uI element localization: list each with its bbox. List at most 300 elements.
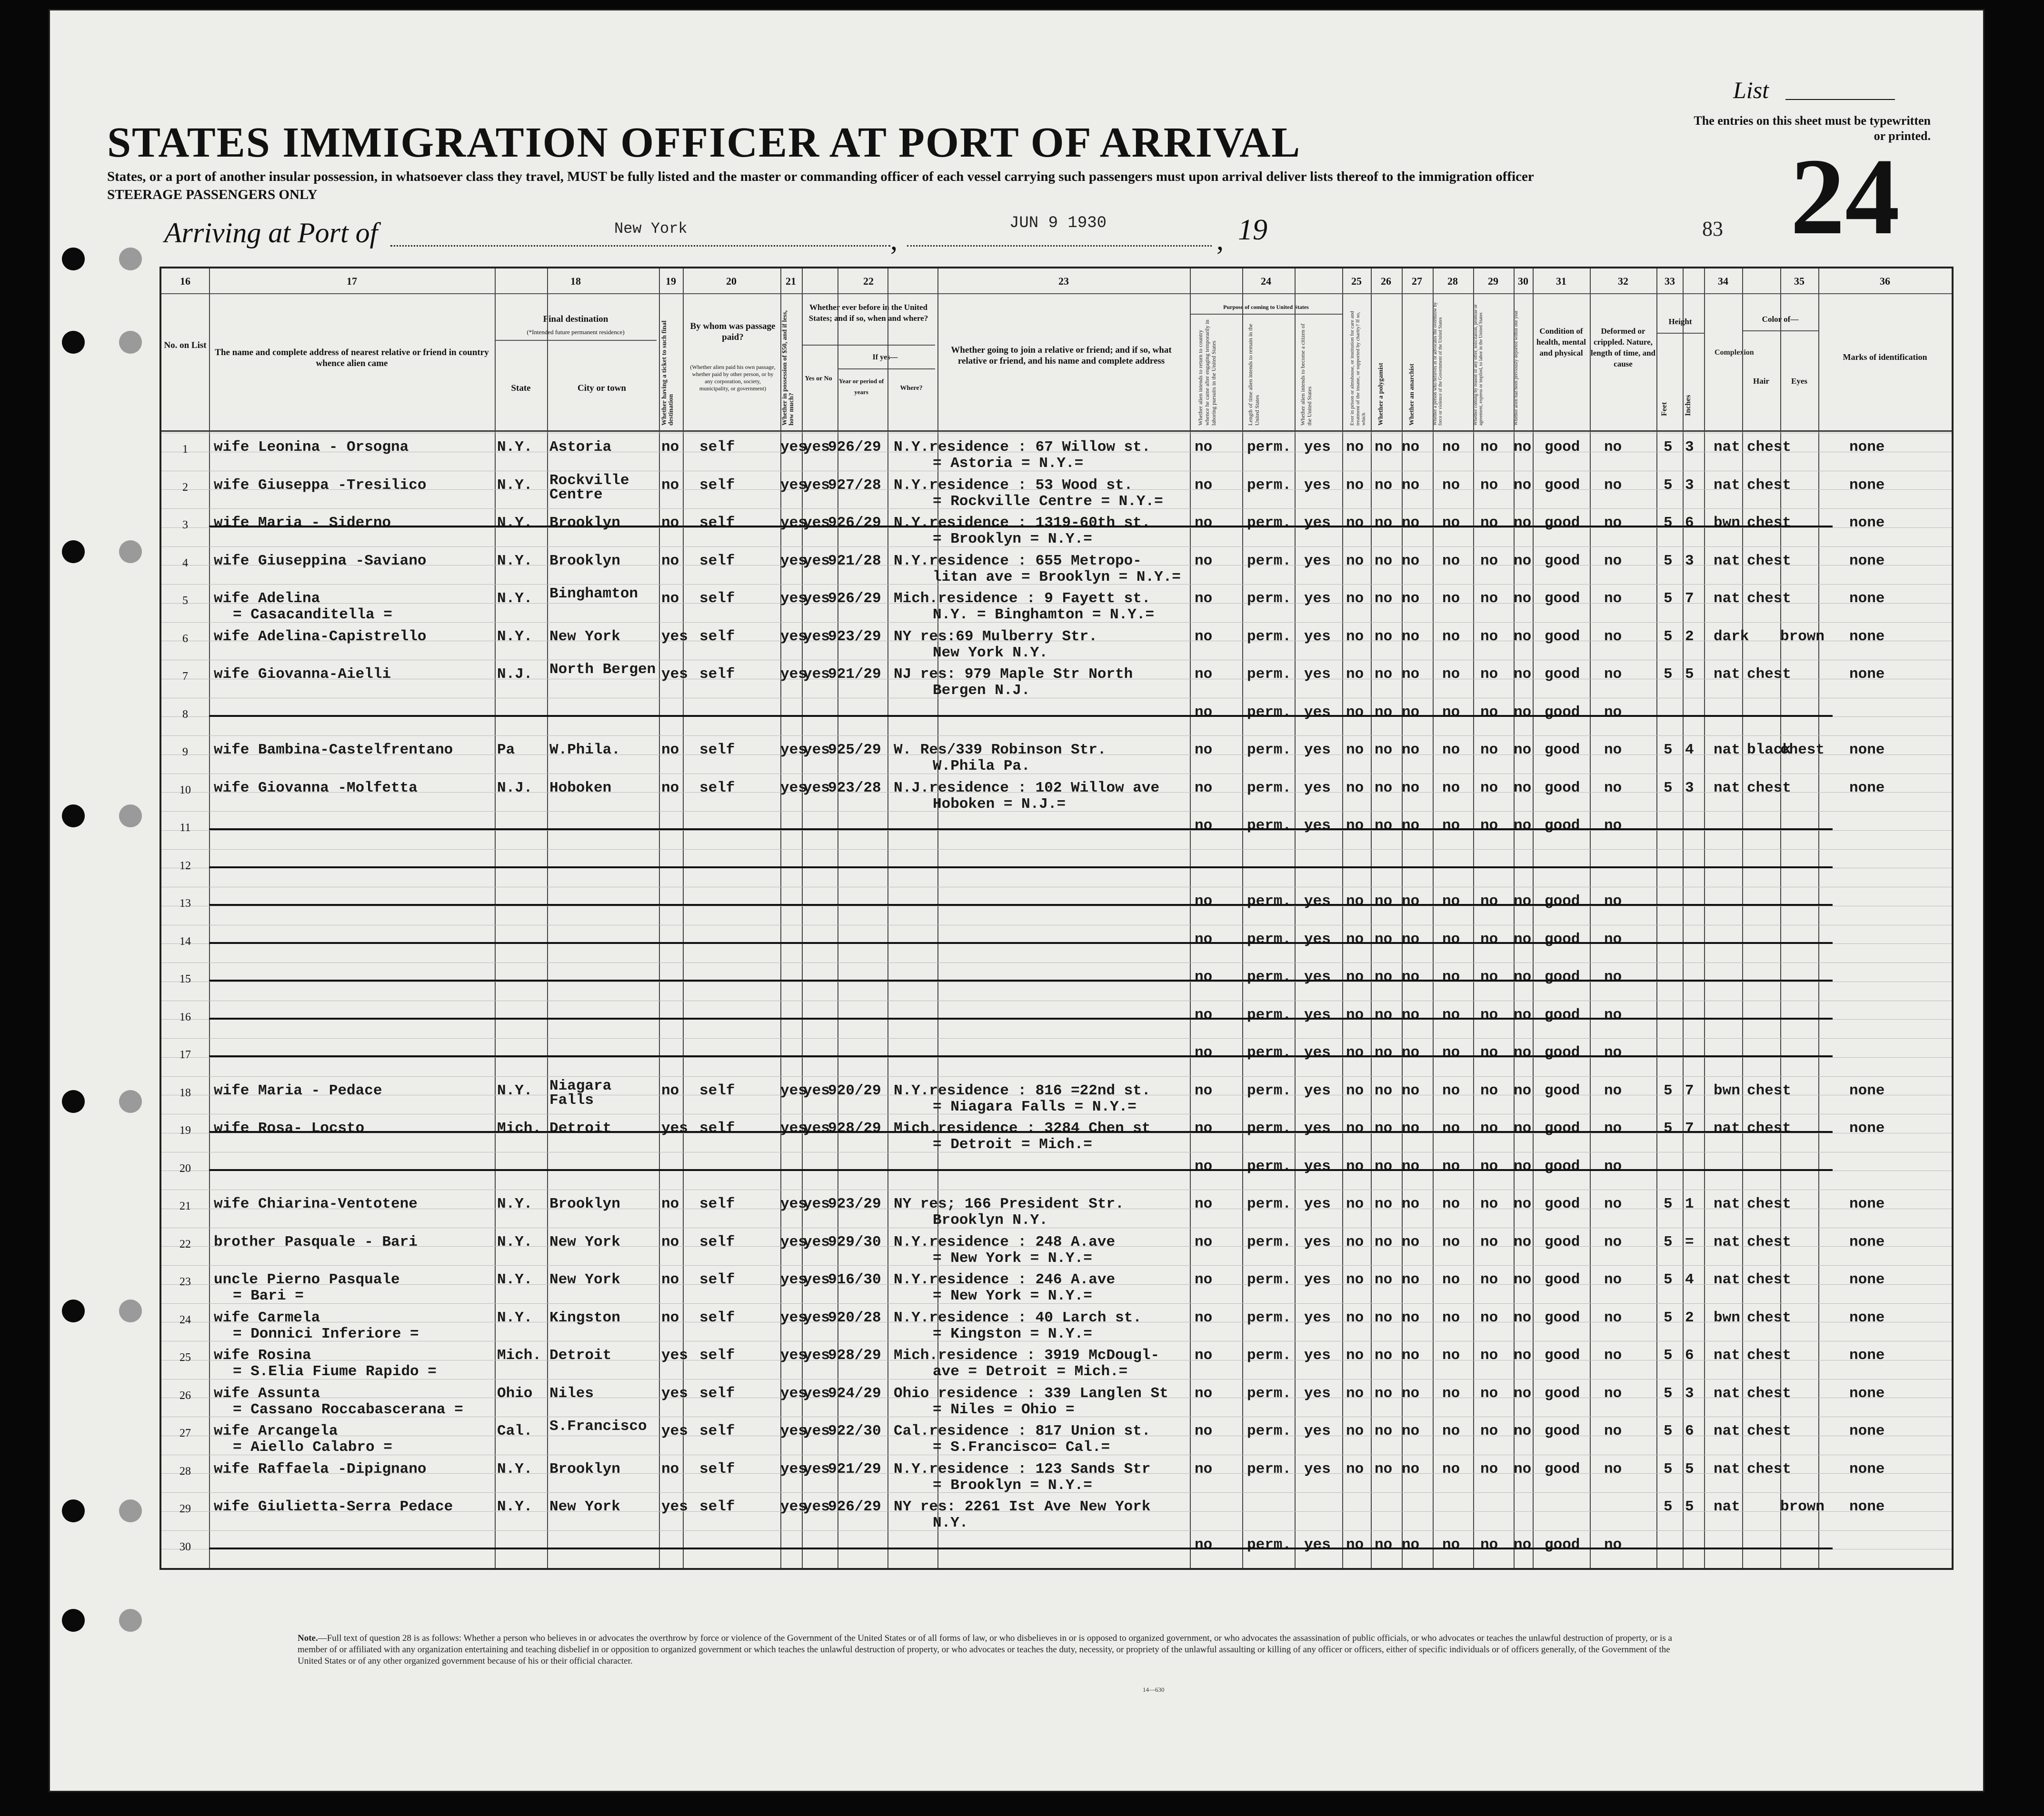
cell-year: 928/29: [828, 1120, 881, 1137]
cell-q28: no: [1442, 1271, 1460, 1288]
cell-join-line2: = New York = N.Y.=: [933, 1288, 1092, 1304]
cell-before: yes: [803, 1385, 830, 1402]
cell-p24b: perm.: [1247, 552, 1292, 569]
header-inches: Inches: [1684, 395, 1692, 416]
column-divider: [1742, 268, 1743, 1568]
cell-cpx: bwn: [1714, 515, 1740, 531]
cell-join-line2: = New York = N.Y.=: [933, 1250, 1092, 1267]
cell-q29: no: [1480, 1536, 1498, 1553]
cell-q30: no: [1514, 476, 1532, 494]
cell-health: good: [1545, 1233, 1580, 1250]
cell-ticket: no: [661, 1271, 679, 1288]
cell-year: 923/28: [828, 779, 881, 796]
cell-q30: no: [1514, 704, 1532, 721]
strike-through-line: [209, 980, 1833, 982]
cell-before: yes: [803, 742, 830, 758]
row-number: 4: [182, 556, 188, 569]
cell-ticket: yes: [661, 1347, 688, 1364]
cell-city: North Bergen: [549, 661, 656, 678]
cell-join: N.Y.residence : 816 =22nd st.: [894, 1082, 1151, 1099]
cell-health: good: [1545, 552, 1580, 569]
cell-p24c: yes: [1304, 1309, 1331, 1326]
binder-hole: [62, 248, 85, 270]
list-line: [1785, 99, 1895, 100]
cell-rel: wife Giovanna -Molfetta: [214, 779, 418, 796]
cell-ticket: yes: [661, 628, 688, 645]
row-number: 30: [179, 1540, 191, 1553]
cell-q28: no: [1442, 590, 1460, 607]
cell-p24c: yes: [1304, 666, 1331, 683]
column-divider: [887, 268, 888, 1568]
cell-join-line2: N.Y.: [933, 1515, 968, 1531]
cell-hair: chest: [1747, 476, 1792, 494]
cell-q30: no: [1514, 1006, 1532, 1023]
header-subdivider: [1190, 314, 1342, 315]
cell-p24b: perm.: [1247, 1082, 1292, 1099]
cell-hair: chest: [1747, 590, 1792, 607]
cell-p24: no: [1195, 1006, 1213, 1023]
cell-hair: chest: [1747, 1082, 1792, 1099]
cell-ft: 5: [1664, 1423, 1673, 1439]
port-of-arrival: New York: [614, 220, 688, 238]
cell-p24: no: [1195, 779, 1213, 796]
cell-deform: no: [1604, 666, 1622, 683]
separator: ,: [1216, 224, 1224, 256]
header-yes-no: Yes or No: [805, 375, 832, 382]
header-before-us: Whether ever before in the United States; and if so, when and where?: [808, 303, 928, 323]
port-line: [390, 245, 890, 247]
header-possession: Whether in possession of $50, and if less, how much?: [781, 310, 795, 426]
cell-join-line2: Hoboken = N.J.=: [933, 795, 1066, 813]
cell-state: N.Y.: [497, 628, 533, 645]
cell-in: 3: [1685, 1385, 1694, 1402]
cell-q29: no: [1480, 1423, 1498, 1439]
row-number: 18: [179, 1086, 191, 1099]
strike-through-line: [209, 526, 1833, 527]
cell-ticket: yes: [661, 666, 688, 683]
cell-cpx: bwn: [1714, 1309, 1740, 1326]
cell-q28: no: [1442, 1158, 1460, 1175]
cell-deform: no: [1604, 1309, 1622, 1326]
cell-town-of-origin: = S.Elia Fiume Rapido =: [233, 1363, 437, 1380]
cell-q27: no: [1402, 1158, 1420, 1175]
strike-through-line: [209, 1131, 1833, 1133]
cell-p24b: perm.: [1247, 1196, 1292, 1212]
cell-ft: 5: [1664, 1460, 1673, 1478]
cell-health: good: [1545, 476, 1580, 494]
cell-rel: wife Maria - Pedace: [214, 1082, 382, 1099]
cell-q28: no: [1442, 1044, 1460, 1061]
header-anarchist: Whether an anarchist: [1408, 363, 1416, 426]
cell-p24b: perm.: [1247, 931, 1292, 948]
cell-q29: no: [1480, 704, 1498, 721]
cell-join-line2: = S.Francisco= Cal.=: [933, 1439, 1110, 1456]
cell-p24b: perm.: [1247, 1044, 1292, 1061]
cell-rel: brother Pasquale - Bari: [214, 1233, 418, 1250]
cell-q28: no: [1442, 779, 1460, 796]
cell-cpx: nat: [1714, 779, 1740, 796]
cell-q28: no: [1442, 1385, 1460, 1402]
cell-join: N.Y.residence : 123 Sands Str: [894, 1460, 1151, 1478]
cell-paid: self: [699, 628, 735, 645]
cell-ticket: no: [661, 779, 679, 796]
cell-join-line2: N.Y. = Binghamton = N.Y.=: [933, 606, 1155, 623]
cell-money: yes: [780, 590, 807, 607]
binder-hole: [119, 331, 142, 354]
cell-q30: no: [1514, 552, 1532, 569]
cell-q28: no: [1442, 1309, 1460, 1326]
cell-p24c: yes: [1304, 1082, 1331, 1099]
cell-q28: no: [1442, 1233, 1460, 1250]
cell-p24: no: [1195, 969, 1213, 985]
column-number: 32: [1618, 275, 1628, 287]
cell-join: N.Y.residence : 1319-60th st.: [894, 515, 1151, 531]
cell-q25: no: [1346, 1347, 1364, 1364]
cell-p24b: perm.: [1247, 1536, 1292, 1553]
cell-eyes: brown: [1780, 628, 1825, 645]
binder-hole: [119, 1300, 142, 1322]
cell-q30: no: [1514, 1044, 1532, 1061]
cell-p24b: perm.: [1247, 439, 1292, 456]
cell-city: Rockville Centre: [549, 472, 629, 503]
cell-rel: wife Assunta: [214, 1385, 320, 1402]
header-state: State: [511, 383, 531, 393]
cell-q29: no: [1480, 1271, 1498, 1288]
row-number: 26: [179, 1389, 191, 1402]
cell-p24c: yes: [1304, 969, 1331, 985]
cell-hair: chest: [1747, 1233, 1792, 1250]
cell-q27: no: [1402, 1233, 1420, 1250]
column-divider: [659, 268, 660, 1568]
cell-money: yes: [780, 1423, 807, 1439]
cell-q28: no: [1442, 439, 1460, 456]
cell-q25: no: [1346, 779, 1364, 796]
cell-health: good: [1545, 704, 1580, 721]
header-height: Height: [1668, 317, 1692, 326]
cell-cpx: nat: [1714, 1120, 1740, 1137]
column-number: 30: [1518, 275, 1528, 287]
cell-q26: no: [1375, 1120, 1393, 1137]
cell-before: yes: [803, 1309, 830, 1326]
cell-state: N.Y.: [497, 590, 533, 607]
header-color-of: Color of—: [1762, 315, 1799, 324]
cell-join-line2: = Detroit = Mich.=: [933, 1136, 1092, 1153]
cell-q30: no: [1514, 1158, 1532, 1175]
binder-hole: [62, 331, 85, 354]
cell-q27: no: [1402, 817, 1420, 834]
cell-ticket: no: [661, 1082, 679, 1099]
row-number: 25: [179, 1351, 191, 1364]
cell-join-line2: = Brooklyn = N.Y.=: [933, 1477, 1092, 1494]
cell-p24: no: [1195, 893, 1213, 910]
cell-q30: no: [1514, 817, 1532, 834]
header-purpose: Purpose of coming to United States: [1223, 304, 1309, 310]
row-number: 15: [179, 973, 191, 985]
cell-join: N.Y.residence : 67 Willow st.: [894, 439, 1151, 456]
cell-paid: self: [699, 1347, 735, 1364]
cell-in: 3: [1685, 779, 1694, 796]
cell-q29: no: [1480, 1233, 1498, 1250]
cell-state: N.Y.: [497, 1233, 533, 1250]
binder-hole: [119, 804, 142, 827]
cell-ft: 5: [1664, 1271, 1673, 1288]
cell-q29: no: [1480, 628, 1498, 645]
cell-q27: no: [1402, 628, 1420, 645]
column-divider: [547, 268, 548, 1568]
cell-join: N.Y.residence : 246 A.ave: [894, 1271, 1116, 1288]
cell-q30: no: [1514, 1423, 1532, 1439]
cell-marks: none: [1849, 515, 1885, 531]
cell-q26: no: [1375, 779, 1393, 796]
cell-q25: no: [1346, 893, 1364, 910]
cell-q30: no: [1514, 590, 1532, 607]
cell-q26: no: [1375, 552, 1393, 569]
cell-cpx: nat: [1714, 1196, 1740, 1212]
cell-join: Mich.residence : 9 Fayett st.: [894, 590, 1151, 607]
row-number: 8: [182, 708, 188, 721]
cell-q29: no: [1480, 742, 1498, 758]
cell-rel: wife Arcangela: [214, 1423, 338, 1439]
cell-q28: no: [1442, 1196, 1460, 1212]
cell-q25: no: [1346, 1460, 1364, 1478]
cell-q29: no: [1480, 439, 1498, 456]
cell-p24: no: [1195, 439, 1213, 456]
cell-before: yes: [803, 1196, 830, 1212]
cell-hair: chest: [1747, 1196, 1792, 1212]
arrival-date-stamp: JUN 9 1930: [1009, 214, 1107, 232]
cell-city: Brooklyn: [549, 552, 620, 569]
cell-year: 921/29: [828, 666, 881, 683]
cell-paid: self: [699, 1498, 735, 1515]
cell-q30: no: [1514, 742, 1532, 758]
cell-hair: black: [1747, 742, 1792, 758]
cell-q27: no: [1402, 1423, 1420, 1439]
manifest-table: [160, 267, 1954, 1570]
cell-rel: wife Rosa- Locsto: [214, 1120, 365, 1137]
cell-join: NY res: 2261 Ist Ave New York: [894, 1498, 1151, 1515]
cell-money: yes: [780, 1309, 807, 1326]
cell-p24b: perm.: [1247, 476, 1292, 494]
cell-p24b: perm.: [1247, 1309, 1292, 1326]
cell-year: 922/30: [828, 1423, 881, 1439]
cell-q28: no: [1442, 552, 1460, 569]
cell-q25: no: [1346, 590, 1364, 607]
cell-p24b: perm.: [1247, 893, 1292, 910]
cell-rel: wife Giulietta-Serra Pedace: [214, 1498, 453, 1515]
cell-ticket: no: [661, 1196, 679, 1212]
cell-money: yes: [780, 1196, 807, 1212]
cell-q25: no: [1346, 552, 1364, 569]
cell-q28: no: [1442, 704, 1460, 721]
row-number: 5: [182, 595, 188, 607]
cell-money: yes: [780, 1498, 807, 1515]
cell-marks: none: [1849, 666, 1885, 683]
cell-q28: no: [1442, 1082, 1460, 1099]
cell-ticket: no: [661, 439, 679, 456]
header-subdivider: [802, 345, 935, 346]
cell-deform: no: [1604, 742, 1622, 758]
cell-town-of-origin: = Cassano Roccabascerana =: [233, 1401, 463, 1418]
cell-q25: no: [1346, 1233, 1364, 1250]
cell-p24: no: [1195, 1347, 1213, 1364]
row-number: 16: [179, 1011, 191, 1023]
cell-p24: no: [1195, 931, 1213, 948]
cell-health: good: [1545, 817, 1580, 834]
header-year: Year or period of years: [838, 377, 884, 396]
column-number: 27: [1412, 275, 1422, 287]
cell-q26: no: [1375, 969, 1393, 985]
cell-p24c: yes: [1304, 1120, 1331, 1137]
cell-in: 3: [1685, 439, 1694, 456]
cell-money: yes: [780, 476, 807, 494]
cell-eyes: brown: [1780, 1498, 1825, 1515]
cell-cpx: nat: [1714, 1498, 1740, 1515]
cell-year: 923/29: [828, 628, 881, 645]
header-purpose-b: Length of time alien intends to remain in the United States: [1247, 324, 1260, 426]
cell-marks: none: [1849, 1385, 1885, 1402]
cell-health: good: [1545, 742, 1580, 758]
cell-q26: no: [1375, 1158, 1393, 1175]
column-divider: [802, 268, 803, 1568]
cell-health: good: [1545, 1271, 1580, 1288]
cell-p24c: yes: [1304, 931, 1331, 948]
column-divider: [1402, 268, 1403, 1568]
cell-state: N.Y.: [497, 476, 533, 494]
cell-rel: wife Carmela: [214, 1309, 320, 1326]
cell-ticket: yes: [661, 1120, 688, 1137]
cell-money: yes: [780, 1233, 807, 1250]
column-divider: [1473, 268, 1474, 1568]
cell-q28: no: [1442, 1536, 1460, 1553]
header-ticket: Whether having a ticket to such final destination: [661, 320, 675, 426]
header-if-yes: If yes—: [872, 353, 898, 361]
cell-q25: no: [1346, 1006, 1364, 1023]
column-number: 29: [1488, 275, 1498, 287]
strike-through-line: [209, 715, 1833, 717]
cell-q26: no: [1375, 817, 1393, 834]
header-city: City or town: [577, 383, 627, 393]
header-prison: Ever in prison or almshouse, or institution for care and treatment of the insane, or supported by charity? If so, which: [1349, 311, 1366, 426]
cell-hair: chest: [1747, 515, 1792, 531]
sheet-number: 24: [1790, 136, 1900, 257]
column-number: 21: [786, 275, 796, 287]
cell-q25: no: [1346, 1309, 1364, 1326]
cell-q29: no: [1480, 1385, 1498, 1402]
cell-city: Astoria: [549, 439, 612, 456]
cell-q27: no: [1402, 1196, 1420, 1212]
cell-before: yes: [803, 1347, 830, 1364]
typewritten-note: The entries on this sheet must be typewritten or printed.: [1694, 114, 1931, 143]
cell-p24c: yes: [1304, 1536, 1331, 1553]
cell-year: 928/29: [828, 1347, 881, 1364]
cell-p24: no: [1195, 590, 1213, 607]
cell-q27: no: [1402, 476, 1420, 494]
cell-q28: no: [1442, 476, 1460, 494]
cell-city: Detroit: [549, 1120, 612, 1137]
cell-money: yes: [780, 1385, 807, 1402]
cell-deform: no: [1604, 1082, 1622, 1099]
cell-year: 926/29: [828, 590, 881, 607]
cell-p24: no: [1195, 666, 1213, 683]
cell-before: yes: [803, 1082, 830, 1099]
cell-before: yes: [803, 1271, 830, 1288]
cell-q26: no: [1375, 1006, 1393, 1023]
cell-q25: no: [1346, 1158, 1364, 1175]
cell-q27: no: [1402, 893, 1420, 910]
cell-cpx: nat: [1714, 742, 1740, 758]
cell-paid: self: [699, 590, 735, 607]
cell-p24b: perm.: [1247, 1120, 1292, 1137]
cell-q25: no: [1346, 439, 1364, 456]
cell-ft: 5: [1664, 1498, 1673, 1515]
header-no-on-list: No. on List: [164, 340, 207, 350]
cell-state: N.Y.: [497, 439, 533, 456]
cell-state: Pa: [497, 742, 515, 758]
column-divider: [1514, 268, 1515, 1568]
cell-q29: no: [1480, 931, 1498, 948]
cell-q29: no: [1480, 1196, 1498, 1212]
cell-rel: wife Chiarina-Ventotene: [214, 1196, 418, 1212]
cell-q30: no: [1514, 893, 1532, 910]
cell-p24: no: [1195, 742, 1213, 758]
ruled-line: [161, 1076, 1952, 1077]
column-divider: [495, 268, 496, 1568]
cell-q29: no: [1480, 666, 1498, 683]
cell-health: good: [1545, 1347, 1580, 1364]
row-number: 7: [182, 670, 188, 683]
cell-p24c: yes: [1304, 439, 1331, 456]
cell-q30: no: [1514, 666, 1532, 683]
cell-q28: no: [1442, 666, 1460, 683]
cell-q30: no: [1514, 628, 1532, 645]
cell-deform: no: [1604, 704, 1622, 721]
cell-deform: no: [1604, 1423, 1622, 1439]
cell-health: good: [1545, 1460, 1580, 1478]
cell-q25: no: [1346, 1044, 1364, 1061]
cell-city: Binghamton: [549, 585, 638, 602]
cell-health: good: [1545, 590, 1580, 607]
cell-p24: no: [1195, 1423, 1213, 1439]
cell-q26: no: [1375, 893, 1393, 910]
cell-paid: self: [699, 779, 735, 796]
cell-city: New York: [549, 628, 620, 645]
cell-q26: no: [1375, 704, 1393, 721]
cell-deform: no: [1604, 893, 1622, 910]
cell-rel: uncle Pierno Pasquale: [214, 1271, 400, 1288]
header-polygamist: Whether a polygamist: [1377, 363, 1385, 426]
cell-cpx: bwn: [1714, 1082, 1740, 1099]
header-subdivider: [838, 368, 935, 369]
cell-q29: no: [1480, 893, 1498, 910]
row-number: 27: [179, 1427, 191, 1439]
cell-ft: 5: [1664, 1233, 1673, 1250]
row-number: 9: [182, 746, 188, 758]
cell-town-of-origin: = Casacanditella =: [233, 606, 392, 623]
cell-marks: none: [1849, 1196, 1885, 1212]
cell-cpx: nat: [1714, 1347, 1740, 1364]
cell-join-line2: Bergen N.J.: [933, 682, 1030, 699]
cell-hair: chest: [1747, 1385, 1792, 1402]
cell-q29: no: [1480, 1082, 1498, 1099]
cell-q30: no: [1514, 1385, 1532, 1402]
cell-q27: no: [1402, 439, 1420, 456]
strike-through-line: [209, 828, 1833, 830]
cell-q29: no: [1480, 1347, 1498, 1364]
strike-through-line: [209, 1018, 1833, 1020]
cell-paid: self: [699, 1082, 735, 1099]
cell-deform: no: [1604, 1385, 1622, 1402]
column-divider: [683, 268, 684, 1568]
